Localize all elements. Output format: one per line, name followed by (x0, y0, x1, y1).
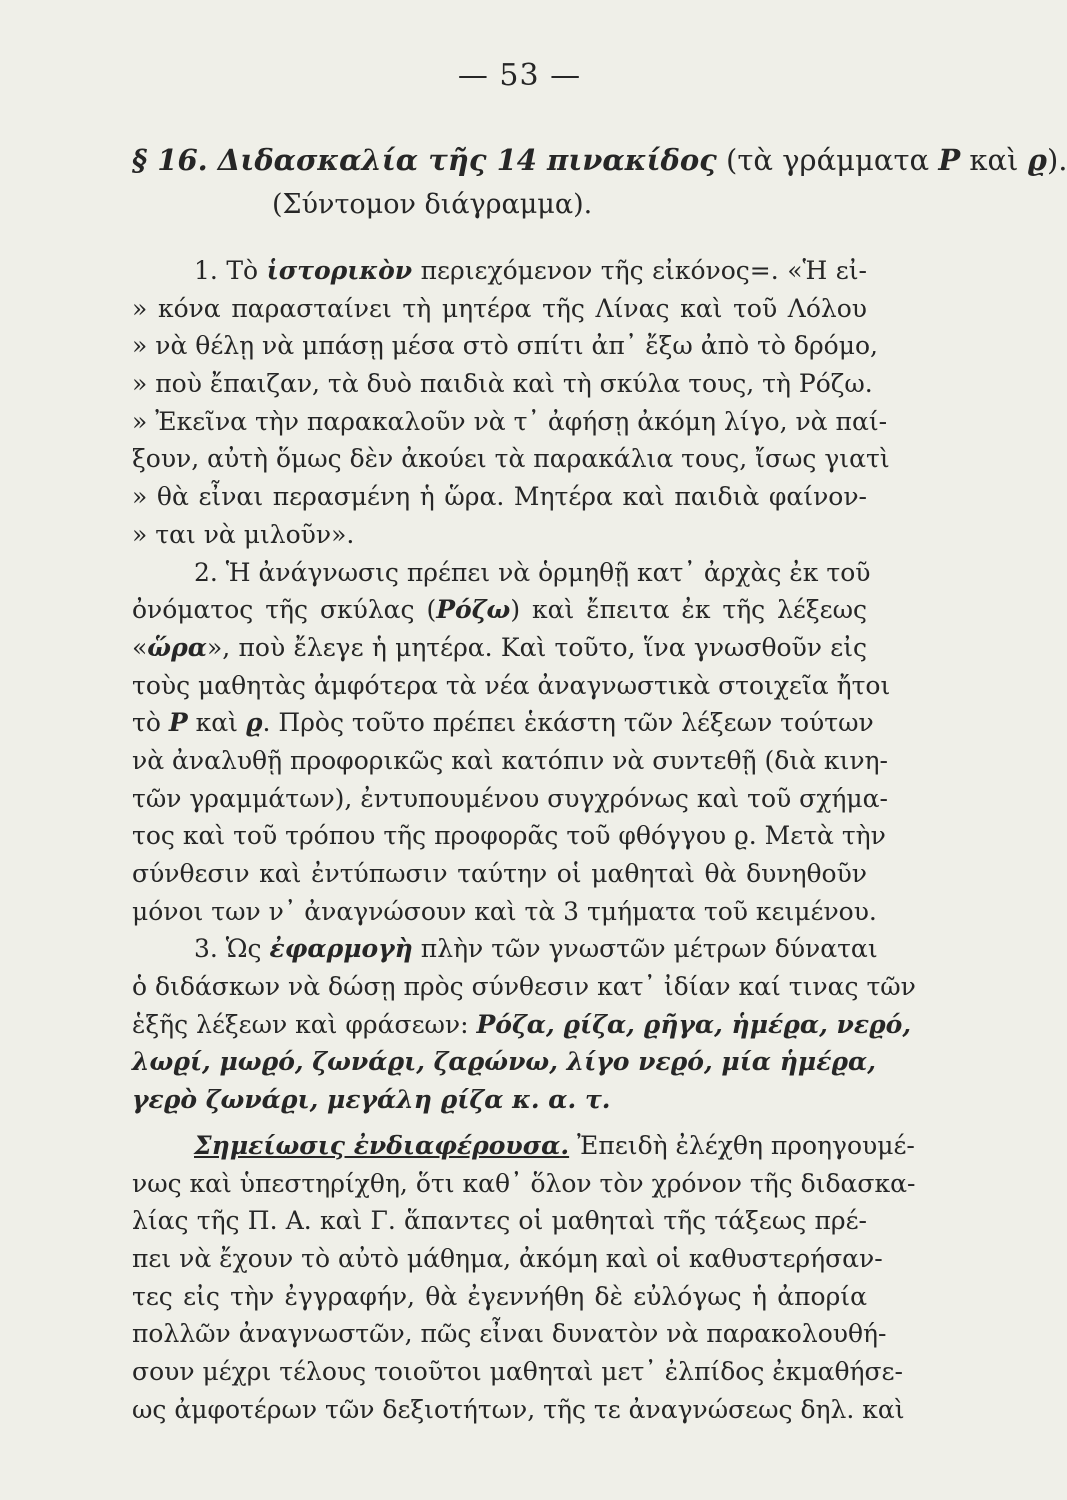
text-span: τὸ (132, 708, 169, 738)
section-heading (132, 140, 1067, 180)
text-line: πολλῶν ἀναγνωστῶν, πῶς εἶναι δυνατὸν νὰ παρακολουθή- (132, 1319, 887, 1349)
text-span: 3. Ὡς (194, 934, 270, 964)
text-line: λίας τῆς Π. Α. καὶ Γ. ἅπαντες οἱ μαθηταὶ τῆς τάξεως πρέ- (132, 1206, 867, 1236)
heading-title: § 16. Διδασκαλία τῆς 14 πινακίδος (132, 143, 717, 177)
text-line: τος καὶ τοῦ τρόπου τῆς προφορᾶς τοῦ φθόγγου ϱ. Μετὰ τὴν (132, 821, 886, 851)
text-span: περιεχόμενον τῆς εἰκόνος=. «Ἡ εἰ- (412, 256, 868, 285)
keyword: ὥρα (147, 632, 207, 662)
text-line: νὰ ἀναλυθῇ προφορικῶς καὶ κατόπιν νὰ συντεθῇ (διὰ κινη- (132, 745, 888, 775)
text-line (132, 1127, 915, 1165)
heading-paren-close: ). (1046, 143, 1067, 177)
text-line: σουν μέχρι τέλους τοιοῦτοι μαθηταὶ μετ᾽ ἐλπίδος ἐκμαθήσε- (132, 1356, 903, 1386)
text-line: ξουν, αὐτὴ ὅμως δὲν ἀκούει τὰ παρακάλια τους, ἴσως γιατὶ (132, 444, 890, 474)
text-line: 2. Ἡ ἀνάγνωσις πρέπει νὰ ὁρμηθῇ κατ᾽ ἀρχὰς ἐκ τοῦ (194, 557, 871, 587)
text-line: » θὰ εἶναι περασμένη ἡ ὥρα. Μητέρα καὶ παιδιὰ φαίνον- (132, 482, 867, 512)
keyword: ϱ (245, 708, 263, 738)
text-line (132, 704, 874, 742)
note-title: Σημείωσις ἐνδιαφέρουσα. (194, 1130, 570, 1160)
heading-paren-open: (τὰ γράμματα (716, 143, 939, 177)
section-subheading: (Σύντομον διάγραμμα). (272, 189, 593, 220)
text-line: τοὺς μαθητὰς ἀμφότερα τὰ νέα ἀναγνωστικὰ στοιχεῖα ἤτοι (132, 670, 891, 700)
heading-lower-rho: ϱ (1027, 143, 1047, 177)
example-words: λωϱί, μωϱό, ζωνάϱι, ζαϱώνω, λίγο νεϱό, μία ἡμέϱα, (132, 1047, 876, 1077)
body-text (132, 252, 916, 1428)
page-number: — 53 — (457, 58, 582, 93)
heading-upper-rho: P (938, 143, 961, 177)
paragraph-number: 1. Τὸ (194, 256, 259, 285)
text-line: νως καὶ ὑπεστηρίχθη, ὅτι καθ᾽ ὅλον τὸν χρόνον τῆς διδασκα- (132, 1168, 916, 1198)
keyword: ἐφαρμογὴ (269, 934, 413, 964)
text-line: τες εἰς τὴν ἐγγραφήν, θὰ ἐγεννήθη δὲ εὐλόγως ἡ ἀπορία (132, 1281, 867, 1311)
example-words: Ρόζα, ϱίζα, ϱῆγα, ἡμέϱα, νεϱό, (476, 1009, 912, 1039)
text-line: πει νὰ ἔχουν τὸ αὐτὸ μάθημα, ἀκόμη καὶ οἱ καθυστερήσαν- (132, 1243, 883, 1273)
text-line: μόνοι των ν᾽ ἀναγνώσουν καὶ τὰ 3 τμήματα τοῦ κειμένου. (132, 896, 877, 926)
keyword: ἱστορικὸν (266, 256, 413, 285)
text-span: ἑξῆς λέξεων καὶ φράσεων: (132, 1009, 477, 1039)
text-span: », ποὺ ἔλεγε ἡ μητέρα. Καὶ τοῦτο, ἵνα γνωσθοῦν εἰς (206, 632, 867, 662)
keyword: P (168, 708, 188, 738)
text-line: σύνθεσιν καὶ ἐντύπωσιν ταύτην οἱ μαθηταὶ θὰ δυνηθοῦν (132, 859, 867, 888)
text-line: τῶν γραμμάτων), ἐντυπουμένου συγχρόνως καὶ τοῦ σχήμα- (132, 783, 888, 813)
text-span: πλὴν τῶν γνωστῶν μέτρων δύναται (412, 934, 878, 964)
heading-and: καὶ (960, 143, 1028, 177)
text-line (132, 629, 867, 667)
keyword: Ρόζω (436, 595, 511, 625)
text-line (132, 252, 867, 290)
text-line: » ποὺ ἔπαιζαν, τὰ δυὸ παιδιὰ καὶ τὴ σκύλα τους, τὴ Ρόζω. (132, 369, 873, 399)
text-span: καὶ (187, 708, 246, 738)
text-span: ὀνόματος τῆς σκύλας ( (132, 595, 437, 625)
text-line: ως ἀμφοτέρων τῶν δεξιοτήτων, τῆς τε ἀναγνώσεως δηλ. καὶ (132, 1394, 905, 1424)
text-line (132, 930, 878, 968)
text-span: . Πρὸς τοῦτο πρέπει ἑκάστη τῶν λέξεων τούτων (262, 708, 874, 738)
text-line (132, 1006, 912, 1044)
paragraph-gap (132, 1119, 867, 1127)
text-line: » Ἐκεῖνα τὴν παρακαλοῦν νὰ τ᾽ ἀφήσῃ ἀκόμη λίγο, νὰ παί- (132, 406, 888, 436)
text-span: « (132, 632, 148, 662)
text-line: » νὰ θέλῃ νὰ μπάσῃ μέσα στὸ σπίτι ἀπ᾽ ἔξω ἀπὸ τὸ δρόμο, (132, 331, 878, 361)
text-line: » κόνα παρασταίνει τὴ μητέρα τῆς Λίνας καὶ τοῦ Λόλου (132, 293, 867, 323)
text-span: ) καὶ ἔπειτα ἐκ τῆς λέξεως (510, 595, 867, 625)
text-line (132, 591, 867, 629)
text-line: ὁ διδάσκων νὰ δώσῃ πρὸς σύνθεσιν κατ᾽ ἰδίαν καί τινας τῶν (132, 972, 916, 1002)
example-words: γεϱὸ ζωνάϱι, μεγάλη ϱίζα κ. α. τ. (132, 1085, 611, 1115)
text-span: Ἐπειδὴ ἐλέχθη προηγουμέ- (569, 1130, 915, 1160)
text-line: » ται νὰ μιλοῦν». (132, 519, 355, 549)
